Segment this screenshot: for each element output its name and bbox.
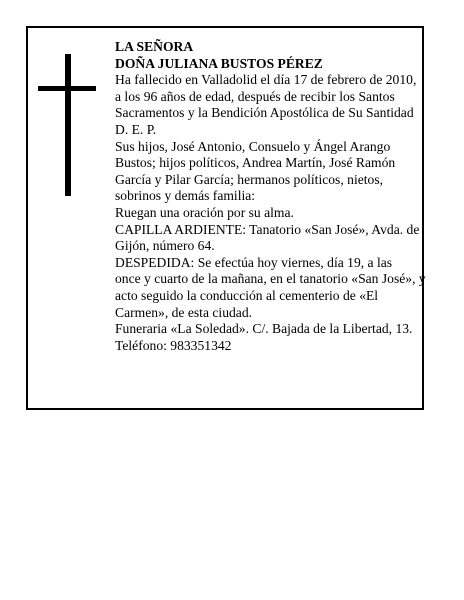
notice-line: DESPEDIDA: Se efectúa hoy viernes, día 19, a las (115, 254, 393, 270)
notice-line: Sus hijos, José Antonio, Consuelo y Ángel Arango (115, 138, 391, 154)
notice-line: Ha fallecido en Valladolid el día 17 de febrero de 2010, (115, 72, 417, 88)
cross-icon-horizontal (38, 86, 96, 91)
deceased-name: DOÑA JULIANA BUSTOS PÉREZ (115, 55, 323, 71)
notice-line: Bustos; hijos políticos, Andrea Martín, José Ramón (115, 155, 396, 171)
notice-line: García y Pilar García; hermanos políticos, nietos, (115, 171, 384, 187)
notice-line: D. E. P. (115, 121, 157, 137)
notice-text (115, 39, 433, 354)
notice-line: Sacramentos y la Bendición Apostólica de Su Santidad (115, 105, 414, 121)
notice-line: Carmen», de esta ciudad. (115, 304, 253, 320)
notice-line: sobrinos y demás familia: (115, 188, 256, 204)
notice-line: Teléfono: 983351342 (115, 337, 232, 353)
obituary-notice (26, 26, 424, 410)
notice-line: Funeraria «La Soledad». C/. Bajada de la Libertad, 13. (115, 321, 413, 337)
notice-title: LA SEÑORA (115, 39, 194, 54)
cross-icon-vertical (65, 54, 71, 196)
notice-line: Ruegan una oración por su alma. (115, 204, 294, 220)
notice-line: once y cuarto de la mañana, en el tanatorio «San José», y (115, 271, 426, 287)
notice-line: Gijón, número 64. (115, 238, 215, 254)
notice-line: a los 96 años de edad, después de recibir los Santos (115, 88, 395, 104)
notice-line: CAPILLA ARDIENTE: Tanatorio «San José», Avda. de (115, 221, 420, 237)
notice-line: acto seguido la conducción al cementerio de «El (115, 287, 379, 303)
